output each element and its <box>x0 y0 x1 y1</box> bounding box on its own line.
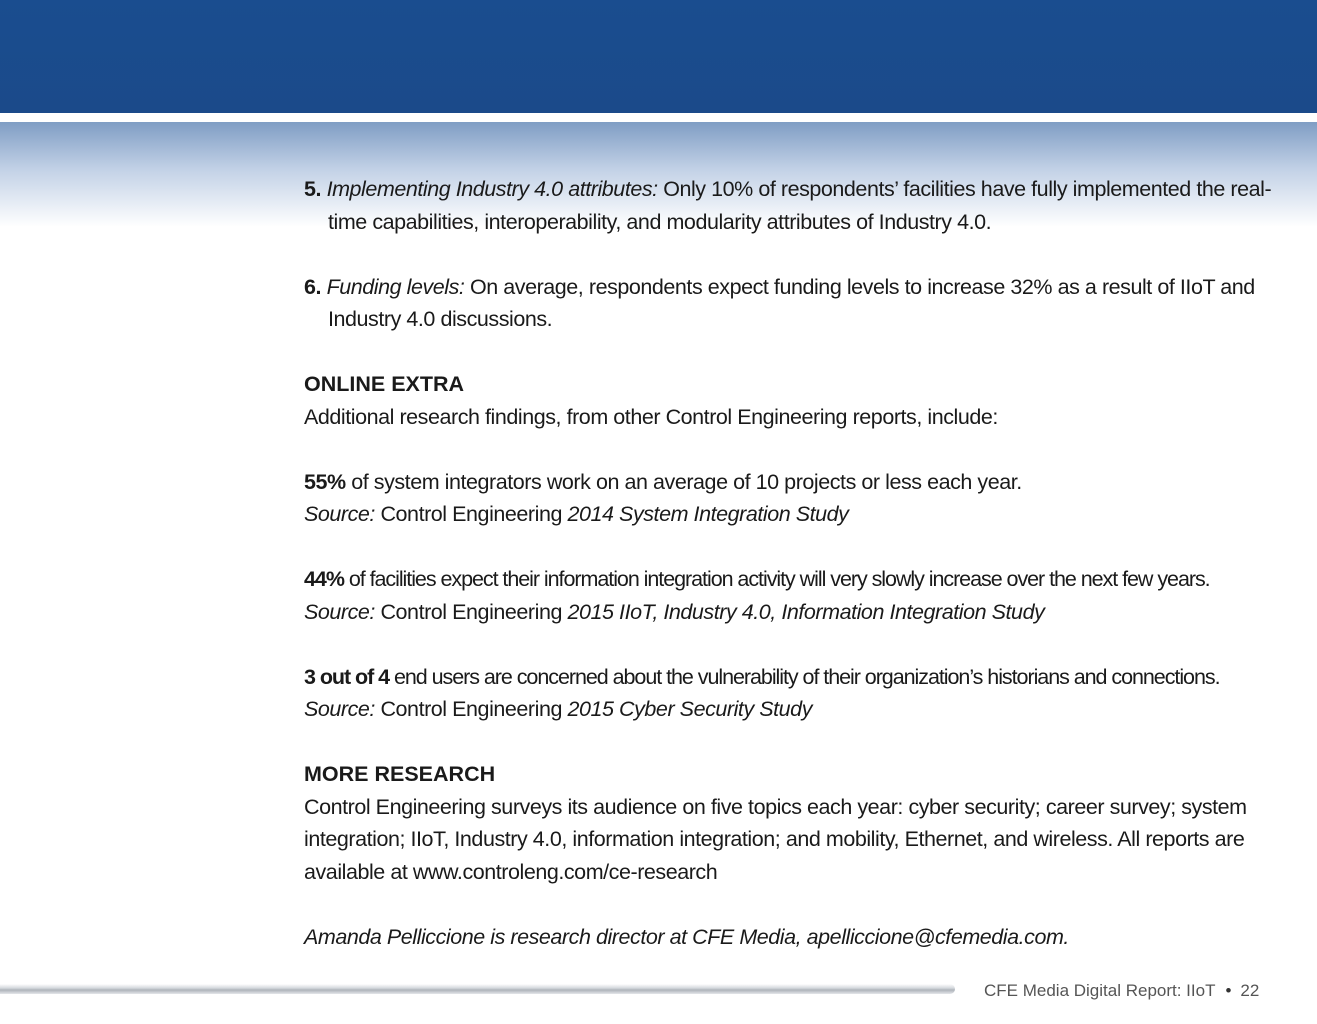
more-research-text: Control Engineering surveys its audience on five topics each year: cyber security; career survey; system integration; IIoT, Industry 4.0, information integration; and mobility, Ethernet, and wireless. All reports are available at www.controleng.com/ce-research <box>304 794 1247 884</box>
source-study: 2015 IIoT, Industry 4.0, Information Integration Study <box>567 599 1045 624</box>
finding-stat: 3 out of 4 <box>304 664 390 689</box>
source-org: Control Engineering <box>374 697 568 721</box>
source-org: Control Engineering <box>374 599 568 624</box>
source-study: 2015 Cyber Security Study <box>567 697 812 721</box>
header-divider <box>0 113 1317 122</box>
article-body <box>304 173 1279 953</box>
online-extra-intro: Additional research findings, from other Control Engineering reports, include: <box>304 404 998 429</box>
finding-text: of facilities expect their information integration activity will very slowly increase over the next few years. <box>343 567 1210 591</box>
finding-statement <box>304 466 1279 499</box>
item-number: 5. <box>304 177 322 201</box>
finding-text: of system integrators work on an average of 10 projects or less each year. <box>345 469 1022 494</box>
footer-bullet: • <box>1225 981 1232 1000</box>
author-byline <box>304 921 1279 954</box>
finding-source <box>304 693 1279 726</box>
source-label: Source: <box>304 697 375 721</box>
page-number: 22 <box>1240 981 1260 1000</box>
research-finding <box>304 466 1279 531</box>
research-finding <box>304 661 1279 726</box>
page-footer <box>984 978 1284 1004</box>
finding-item-6 <box>304 271 1279 336</box>
finding-text: end users are concerned about the vulnerability of their organization’s historians and connections. <box>389 664 1220 689</box>
finding-statement <box>304 563 1279 596</box>
header-band <box>0 0 1317 113</box>
finding-item-5 <box>304 173 1279 238</box>
finding-stat: 44% <box>304 567 344 591</box>
item-text: On average, respondents expect funding levels to increase 32% as a result of IIoT and Industry 4.0 discussions. <box>328 274 1255 331</box>
finding-statement <box>304 661 1279 694</box>
item-title: Implementing Industry 4.0 attributes: <box>326 177 658 201</box>
finding-stat: 55% <box>304 469 346 494</box>
byline-text: Amanda Pelliccione is research director at CFE Media, apelliccione@cfemedia.com. <box>304 924 1069 949</box>
source-study: 2014 System Integration Study <box>567 502 849 526</box>
source-org: Control Engineering <box>374 502 568 526</box>
footer-rule <box>0 984 955 994</box>
more-research-heading: MORE RESEARCH <box>304 762 496 786</box>
research-finding <box>304 563 1279 628</box>
source-label: Source: <box>304 502 375 526</box>
footer-title: CFE Media Digital Report: IIoT <box>984 981 1216 1000</box>
online-extra-heading: ONLINE EXTRA <box>304 372 465 396</box>
item-title: Funding levels: <box>326 274 465 299</box>
finding-source <box>304 498 1279 531</box>
finding-source <box>304 596 1279 629</box>
item-text: Only 10% of respondents’ facilities have fully implemented the real-time capabilities, interoperability, and modularity attributes of Industry 4.0. <box>328 177 1272 234</box>
item-number: 6. <box>304 274 322 299</box>
source-label: Source: <box>304 599 375 624</box>
